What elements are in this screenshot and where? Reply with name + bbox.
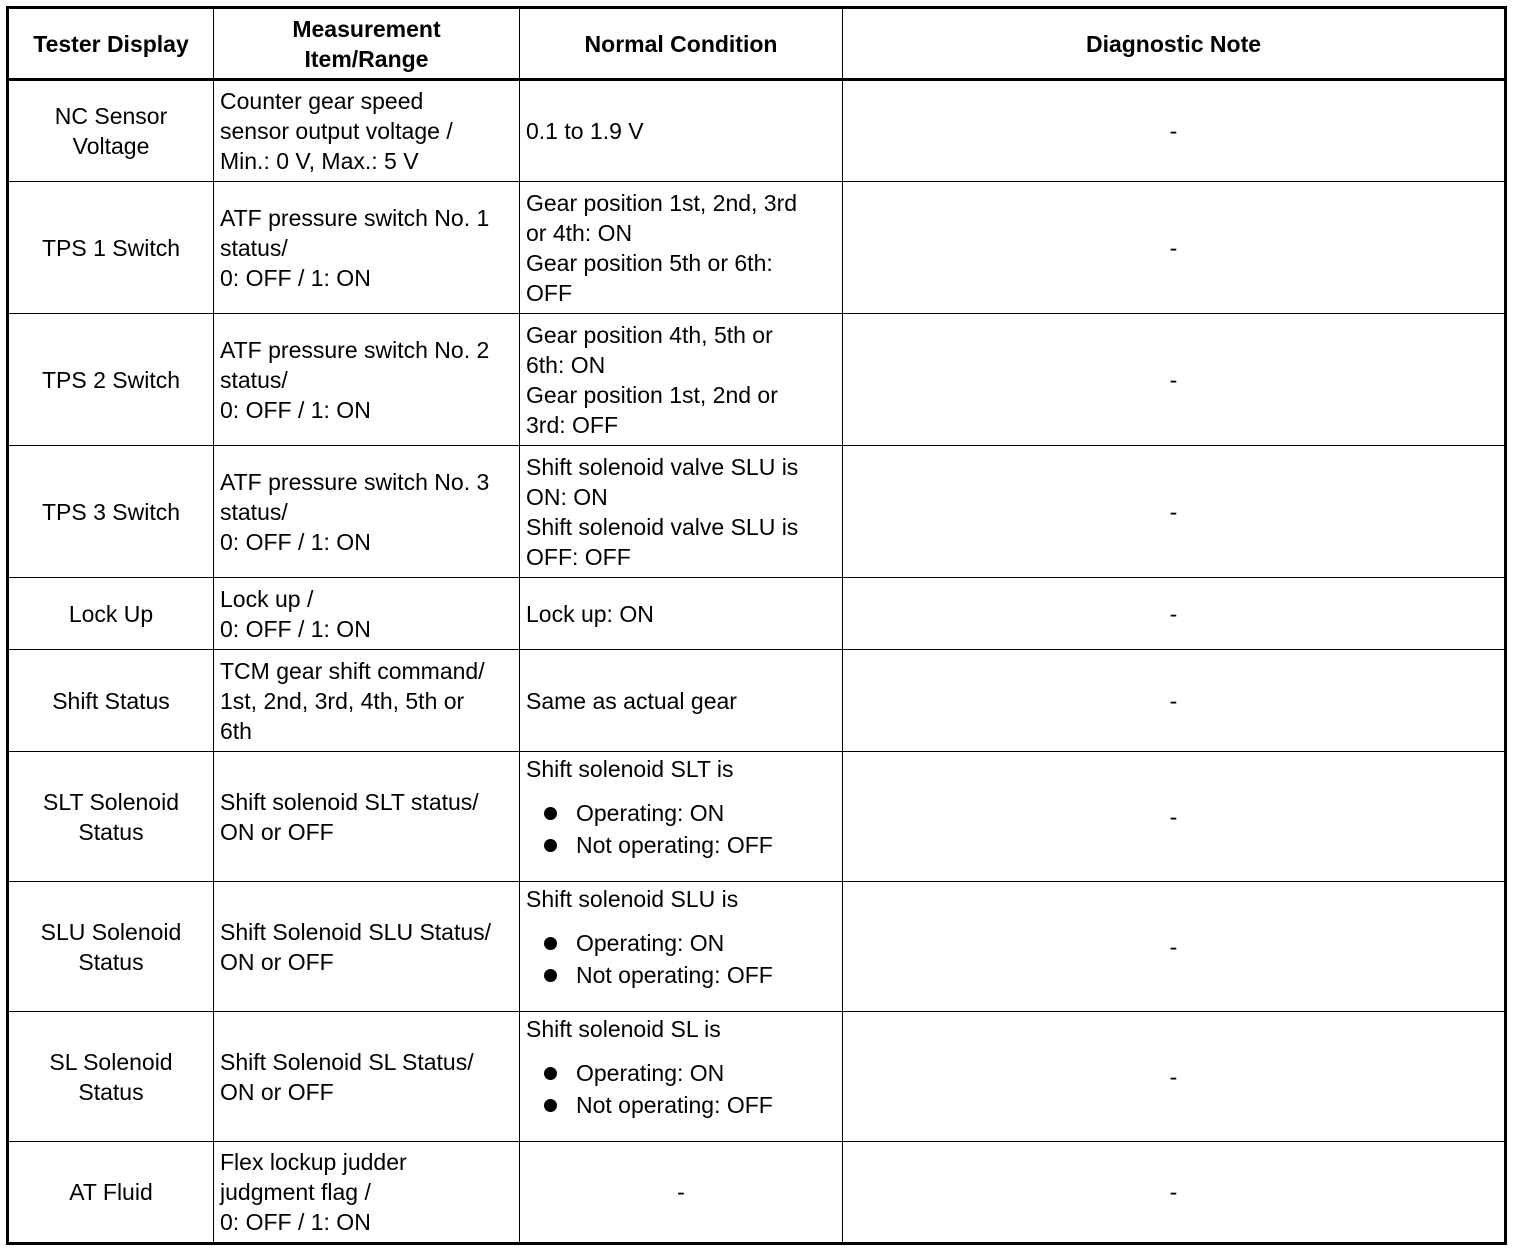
cell-measurement [214,1012,520,1142]
cell-tester-display [8,446,214,578]
measurement-text: Flex lockup judder [220,1149,407,1175]
header-tester-display: Tester Display [8,8,214,80]
cell-normal-condition [520,80,843,182]
tester-display-text: SLU Solenoid [40,918,182,945]
measurement-text: status/ [220,366,288,393]
cell-normal-condition [520,1012,843,1142]
cell-normal-condition [520,578,843,650]
cell-measurement [214,182,520,314]
cell-normal-condition [520,1142,843,1244]
measurement-text: 0: OFF / 1: ON [220,396,371,423]
normal-condition-text: or 4th: ON [526,219,633,246]
normal-condition-text: ON: ON [526,483,608,510]
normal-condition-text: Same as actual gear [526,687,737,714]
cell-measurement [214,1142,520,1244]
cell-diagnostic-note: - [843,182,1506,314]
measurement-text: ON or OFF [220,818,334,845]
cell-tester-display [8,752,214,882]
measurement-text: status/ [220,498,288,525]
cell-diagnostic-note: - [843,578,1506,650]
cell-tester-display [8,80,214,182]
table-body [8,80,1506,1244]
cell-normal-condition [520,182,843,314]
measurement-text: ON or OFF [220,948,334,975]
cell-normal-condition [520,446,843,578]
tester-display-text: TPS 3 Switch [41,498,181,525]
tester-display-text: Status [78,1078,144,1105]
cell-measurement [214,314,520,446]
bullet-item: Operating: ON [526,1057,838,1089]
normal-condition-text: OFF [526,279,572,306]
header-diagnostic-note: Diagnostic Note [843,8,1506,80]
cell-tester-display [8,1142,214,1244]
normal-condition-intro: Shift solenoid SL is [526,1016,721,1042]
measurement-text: Min.: 0 V, Max.: 5 V [220,148,419,174]
cell-tester-display [8,1012,214,1142]
table-row [8,752,1506,882]
normal-condition-text: - [677,1179,685,1205]
tester-display-text: SL Solenoid [49,1048,173,1075]
cell-tester-display [8,314,214,446]
tester-display-text: Status [78,818,144,845]
table-row [8,182,1506,314]
normal-condition-text: Gear position 4th, 5th or [526,321,773,348]
cell-normal-condition [520,752,843,882]
table-header-row [8,8,1506,80]
measurement-text: 0: OFF / 1: ON [220,264,371,291]
tester-display-text: Lock Up [68,600,154,627]
normal-condition-text: Gear position 5th or 6th: [526,249,773,276]
cell-diagnostic-note: - [843,1012,1506,1142]
cell-normal-condition [520,650,843,752]
cell-tester-display [8,182,214,314]
normal-condition-text: 3rd: OFF [526,411,619,438]
tester-display-table [6,6,1507,1245]
tester-display-text: TPS 1 Switch [41,234,181,261]
cell-measurement [214,882,520,1012]
normal-condition-intro: Shift solenoid SLT is [526,756,734,782]
tester-display-text: TPS 2 Switch [41,366,181,393]
cell-diagnostic-note: - [843,752,1506,882]
cell-diagnostic-note: - [843,80,1506,182]
cell-diagnostic-note: - [843,314,1506,446]
table-row [8,446,1506,578]
bullet-item: Operating: ON [526,797,838,829]
measurement-text: ATF pressure switch No. 3 [220,468,490,495]
measurement-text: 0: OFF / 1: ON [220,615,371,642]
table-row [8,314,1506,446]
tester-display-text: SLT Solenoid [43,788,179,815]
header-measurement-item [214,8,520,80]
tester-display-text: NC Sensor [54,103,168,129]
tester-display-text: Shift Status [52,687,170,714]
header-measurement-line1: Measurement [292,15,441,42]
normal-condition-bullets [526,1057,838,1121]
tester-display-text: AT Fluid [69,1179,153,1205]
measurement-text: Shift Solenoid SLU Status/ [220,918,492,945]
normal-condition-text: Lock up: ON [526,600,654,627]
measurement-text: 1st, 2nd, 3rd, 4th, 5th or [220,687,465,714]
cell-tester-display [8,578,214,650]
tester-display-text: Status [78,948,144,975]
cell-diagnostic-note: - [843,446,1506,578]
measurement-text: ON or OFF [220,1078,334,1105]
measurement-text: Shift Solenoid SL Status/ [220,1048,474,1075]
cell-diagnostic-note: - [843,650,1506,752]
header-normal-condition: Normal Condition [520,8,843,80]
cell-measurement [214,752,520,882]
table-row [8,1012,1506,1142]
table-row [8,80,1506,182]
bullet-item: Not operating: OFF [526,829,838,861]
normal-condition-text: 0.1 to 1.9 V [526,118,644,144]
cell-tester-display [8,882,214,1012]
measurement-text: TCM gear shift command/ [220,657,485,684]
cell-diagnostic-note: - [843,882,1506,1012]
cell-normal-condition [520,882,843,1012]
normal-condition-text: 6th: ON [526,351,606,378]
normal-condition-text: Gear position 1st, 2nd or [526,381,778,408]
normal-condition-bullets [526,927,838,991]
measurement-text: ATF pressure switch No. 1 [220,204,490,231]
header-measurement-line2: Item/Range [304,45,429,72]
normal-condition-text: OFF: OFF [526,543,631,570]
normal-condition-text: Gear position 1st, 2nd, 3rd [526,189,798,216]
bullet-item: Not operating: OFF [526,959,838,991]
normal-condition-intro: Shift solenoid SLU is [526,886,739,912]
table-row [8,1142,1506,1244]
measurement-text: judgment flag / [220,1179,371,1205]
normal-condition-text: Shift solenoid valve SLU is [526,513,799,540]
cell-measurement [214,578,520,650]
table-row [8,578,1506,650]
cell-measurement [214,80,520,182]
measurement-text: Counter gear speed [220,88,424,114]
tester-display-text: Voltage [72,133,150,159]
measurement-text: 6th [220,717,252,744]
measurement-text: status/ [220,234,288,261]
cell-tester-display [8,650,214,752]
measurement-text: Lock up / [220,585,314,612]
cell-normal-condition [520,314,843,446]
table-row [8,650,1506,752]
cell-measurement [214,446,520,578]
table-row [8,882,1506,1012]
measurement-text: 0: OFF / 1: ON [220,528,371,555]
normal-condition-bullets [526,797,838,861]
bullet-item: Operating: ON [526,927,838,959]
measurement-text: 0: OFF / 1: ON [220,1209,371,1235]
measurement-text: Shift solenoid SLT status/ [220,788,479,815]
cell-diagnostic-note: - [843,1142,1506,1244]
cell-measurement [214,650,520,752]
bullet-item: Not operating: OFF [526,1089,838,1121]
measurement-text: ATF pressure switch No. 2 [220,336,490,363]
measurement-text: sensor output voltage / [220,118,453,144]
normal-condition-text: Shift solenoid valve SLU is [526,453,799,480]
